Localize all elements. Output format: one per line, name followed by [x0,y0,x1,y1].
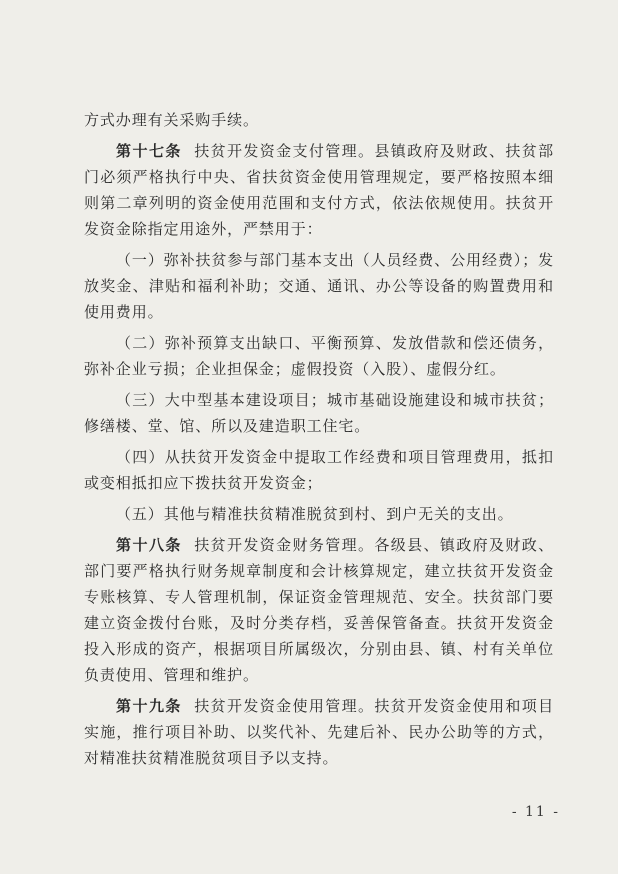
document-body [0,107,618,771]
clause-3 [0,387,554,439]
article-heading: 第十七条 [116,142,182,160]
paragraph-text: 扶贫开发资金使用管理。扶贫开发资金使用和项目实施，推行项目补助、以奖代补、先建后补、民办公助等的方式，对精准扶贫精准脱贫项目予以支持。 [84,697,554,767]
clause-1 [0,247,554,325]
paragraph-text: 扶贫开发资金支付管理。县镇政府及财政、扶贫部门必须严格执行中央、省扶贫资金使用管理规定，要严格按照本细则第二章列明的资金使用范围和支付方式，依法依规使用。扶贫开发资金除指定用途外，严禁用于： [84,142,554,238]
clause-4 [0,444,554,496]
article-heading: 第十八条 [116,536,182,554]
article-heading: 第十九条 [116,697,182,715]
paragraph-continuation [0,107,554,133]
paragraph-text: （三）大中型基本建设项目；城市基础设施建设和城市扶贫；修缮楼、堂、馆、所以及建造职工住宅。 [84,391,554,435]
paragraph-text: 扶贫开发资金财务管理。各级县、镇政府及财政、部门要严格执行财务规章制度和会计核算规定，建立扶贫开发资金专账核算、专人管理机制，保证资金管理规范、安全。扶贫部门要建立资金拨付台账，及时分类存档，妥善保管备查。扶贫开发资金投入形成的资产，根据项目所属级次，分别由县、镇、村有关单位负责使用、管理和维护。 [84,536,554,684]
page-number: - 11 - [511,804,560,820]
clause-2 [0,330,554,382]
paragraph-text: 方式办理有关采购手续。 [84,111,259,129]
clause-5 [0,501,554,527]
article-18 [0,532,554,688]
paragraph-text: （五）其他与精准扶贫精准脱贫到村、到户无关的支出。 [116,505,514,523]
article-19 [0,693,554,771]
paragraph-text: （一）弥补扶贫参与部门基本支出（人员经费、公用经费）；发放奖金、津贴和福利补助；交通、通讯、办公等设备的购置费用和使用费用。 [84,251,554,321]
paragraph-text: （四）从扶贫开发资金中提取工作经费和项目管理费用，抵扣或变相抵扣应下拨扶贫开发资金； [84,448,554,492]
article-17 [0,138,554,242]
paragraph-text: （二）弥补预算支出缺口、平衡预算、发放借款和偿还债务，弥补企业亏损；企业担保金；虚假投资（入股）、虚假分红。 [84,334,554,378]
